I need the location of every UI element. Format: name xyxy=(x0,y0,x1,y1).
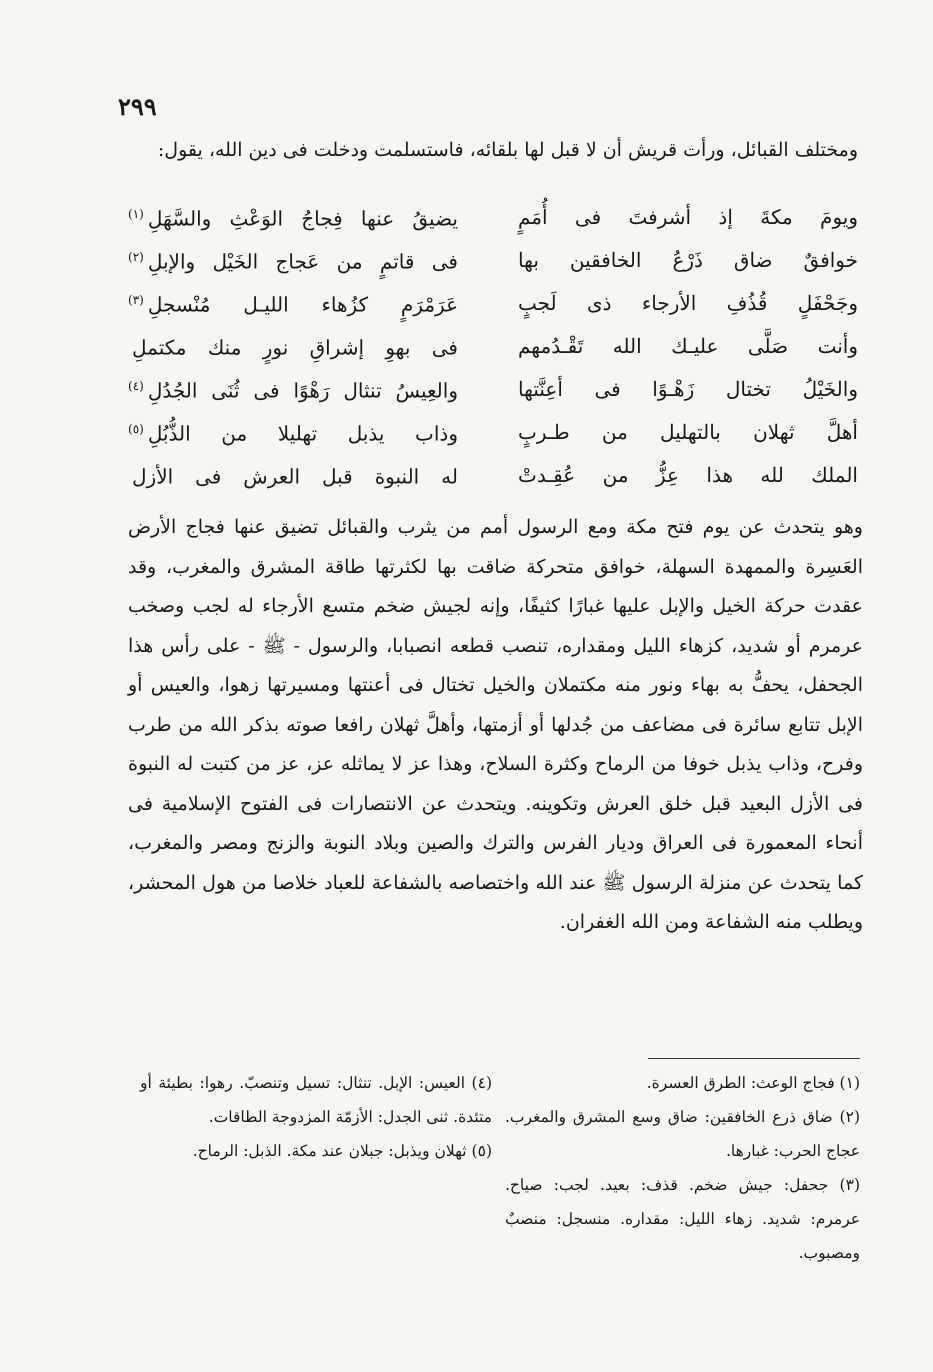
verse-second-hemistich xyxy=(128,328,458,363)
footnote-marker: (٥) xyxy=(128,422,144,437)
footnote-marker: (١) xyxy=(128,207,144,222)
hemistich-text: والعِيسُ تنثال رَهْوًا فى ثُنَى الجُدُلِ xyxy=(147,378,458,403)
footnote-marker: (٤) xyxy=(128,379,144,394)
hemistich-text: له النبوة قبل العرش فى الأزل xyxy=(132,464,458,489)
footnote: (٥) ثهلان ويذبل: جبلان عند مكة. الذبل: الرماح. xyxy=(192,1142,492,1160)
verse-first-hemistich: ويومَ مكةَ إذ أشرفتَ فى أُمَمٍ xyxy=(518,204,858,229)
paragraph-text: وهو يتحدث عن يوم فتح مكة ومع الرسول أمم من يثرب والقبائل تضيق عنها فجاج الأرض العَسِرة والممهدة السهلة، خوافق متحركة ضاقت بها لكثرتها طاقة المشرق والمغرب، وقد عقدت حركة الخيل والإبل عليها غبارًا كثيفًا، وإنه لجيش ضخم متسع الأرجاء له لجب وصخب عرمرم أو شديد، كزهاء الليل ومقداره، تنصب قطعه انصبابا، والرسول - ﷺ - على رأس هذا الجحفل، يحفُّ به بهاء ونور منه مكتملان والخيل تختال فى أعنتها ومسيرتها زهوا، والعيس أو الإبل تتابع سائرة فى مضاعف من جُدلها أو أزمتها، وأهلَّ ثهلان رافعا صوته بذكر الله من طرب وفرح، وذاب يذبل خوفا من الرماح وكثرة السلاح، وهذا عز لا يماثله عز، عز من كتبت له النبوة فى الأزل البعيد قبل خلق العرش وتكوينه. ويتحدث عن الانتصارات فى الفتوح الإسلامية فى أنحاء المعمورة فى العراق وديار الفرس والترك والصين وبلاد النوبة والزنج ومصر والمغرب، كما يتحدث عن منزلة الرسول ﷺ عند الله واختصاصه بالشفاعة للعباد خلاصا من هول المحشر، ويطلب منه الشفاعة ومن الله الغفران. xyxy=(128,516,863,933)
verse-first-hemistich: وجَحْفَلٍ قُذُفِ الأرجاء ذى لَجبٍ xyxy=(518,290,858,315)
verse-first-hemistich: الملك لله هذا عِزُّ من عُقِـدتْ xyxy=(518,462,858,487)
footnote: (٢) ضاق ذرع الخافقين: ضاق وسع المشرق والمغرب. عجاج الحرب: غبارها. xyxy=(505,1108,860,1160)
footnote-marker: (٣) xyxy=(128,293,144,308)
verse xyxy=(128,410,858,453)
verse-first-hemistich: أهلَّ ثهلان بالتهليل من طـربٍ xyxy=(518,419,858,444)
verse-second-hemistich xyxy=(128,285,458,320)
verse-second-hemistich xyxy=(128,371,458,406)
verse-first-hemistich: والخَيْلُ تختال زَهْـوًا فى أعِنَّتها xyxy=(518,376,858,401)
verse xyxy=(128,281,858,324)
footnote: (٣) جحفل: جيش ضخم. قذف: بعيد. لجب: صياح. عرمرم: شديد. زهاء الليل: مقداره. منسجل: منصبٌ ومصبوب. xyxy=(505,1176,860,1262)
verse xyxy=(128,453,858,496)
hemistich-text: عَرَمْرَمٍ كزُهاء الليـل مُنْسجلِ xyxy=(147,292,458,317)
hemistich-text: فى قاتمٍ من عَجاج الخَيْل والإبلِ xyxy=(147,249,458,274)
footnote: (١) فجاج الوعث: الطرق العسرة. xyxy=(646,1074,860,1092)
verse xyxy=(128,195,858,238)
hemistich-text: يضيقُ عنها فِجاجُ الوَعْثِ والسَّهَلِ xyxy=(147,206,458,231)
footnote-divider xyxy=(648,1058,860,1059)
hemistich-text: فى بهوِ إشراقِ نورٍ منك مكتملِ xyxy=(132,335,458,360)
hemistich-text: وذاب يذبل تهليلا من الذُّبُلِ xyxy=(147,421,458,446)
footnotes-column-right xyxy=(505,1066,860,1270)
footnotes-column-left xyxy=(140,1066,492,1168)
verse-second-hemistich xyxy=(128,414,458,449)
verse xyxy=(128,324,858,367)
poem xyxy=(128,195,858,496)
verse-second-hemistich xyxy=(128,457,458,492)
intro-line: ومختلف القبائل، ورأت قريش أن لا قبل لها بلقائه، فاستسلمت ودخلت فى دين الله، يقول: xyxy=(157,139,858,161)
commentary-paragraph xyxy=(128,508,863,943)
verse xyxy=(128,238,858,281)
verse xyxy=(128,367,858,410)
verse-first-hemistich: وأنت صَلَّى عليـك الله تَقْـدُمهم xyxy=(518,333,858,358)
footnote: (٤) العيس: الإبل. تنثال: تسيل وتنصبّ. رهوا: بطيئة أو متئدة. ثنى الجدل: الأزمّة المزدوجة الطاقات. xyxy=(140,1074,492,1126)
verse-second-hemistich xyxy=(128,242,458,277)
verse-second-hemistich xyxy=(128,199,458,234)
page-number: ٢٩٩ xyxy=(118,92,157,121)
footnote-marker: (٢) xyxy=(128,250,144,265)
verse-first-hemistich: خوافقٌ ضاق ذَرْعُ الخافقين بها xyxy=(518,247,858,272)
